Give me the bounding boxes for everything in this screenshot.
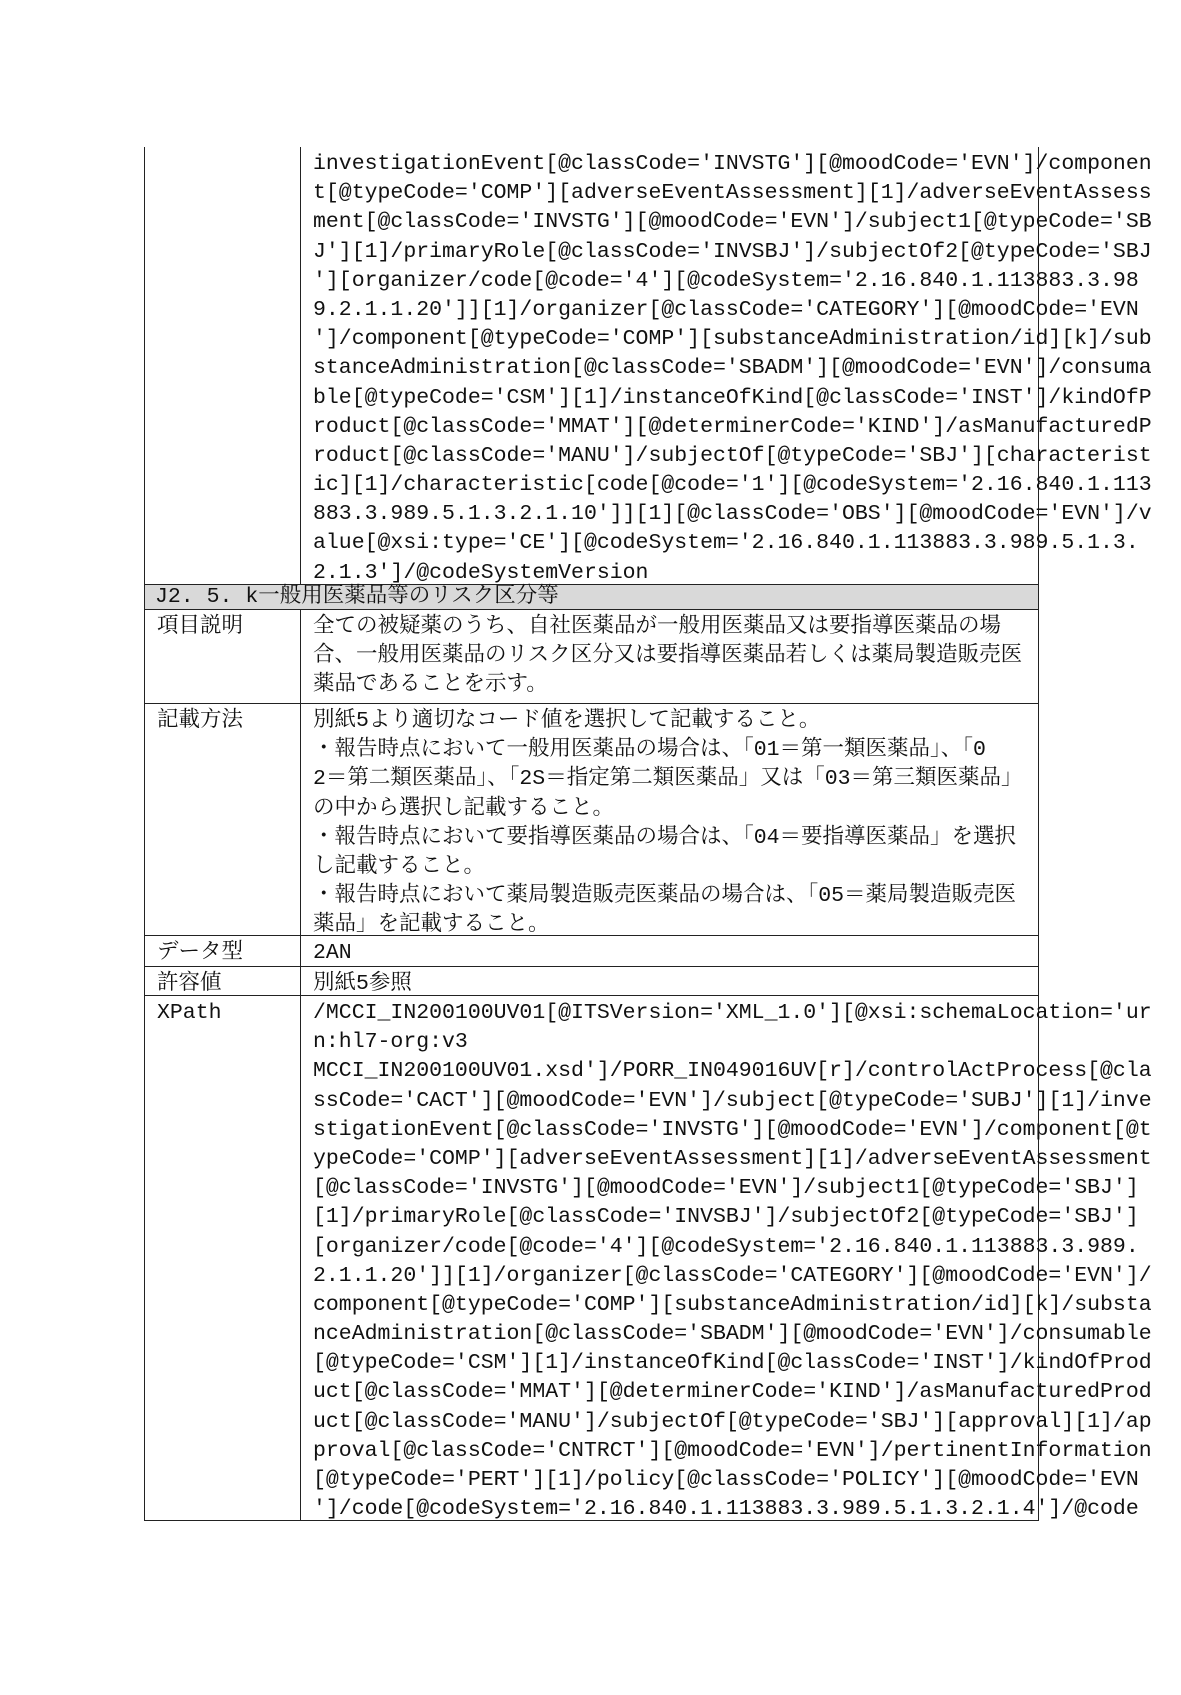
value-line: し記載すること。 [313, 854, 486, 879]
field-value-cell [301, 147, 1152, 585]
description-row [144, 610, 1039, 704]
field-label-cell [145, 610, 301, 703]
value-line: roduct[@classCode='MMAT'][@determinerCode='KIND']/asManufacturedP [313, 414, 1152, 439]
value-line: 薬品であることを示す。 [313, 673, 548, 698]
value-line: 883.3.989.5.1.3.2.1.10']][1][@classCode='OBS'][@moodCode='EVN']/v [313, 502, 1152, 527]
value-line: n:hl7-org:v3 [313, 1030, 468, 1055]
value-line: 2＝第二類医薬品」、「2S＝指定第二類医薬品」又は「03＝第三類医薬品」 [313, 767, 1023, 792]
field-label-cell [145, 967, 301, 995]
field-label: 許容値 [157, 972, 222, 996]
value-line: ・報告時点において要指導医薬品の場合は、「04＝要指導医薬品」を選択 [313, 825, 1017, 850]
value-line: ble[@typeCode='CSM'][1]/instanceOfKind[@classCode='INST']/kindOfP [313, 385, 1152, 410]
field-value-cell [301, 996, 1152, 1522]
field-label: 記載方法 [157, 709, 244, 733]
field-label: XPath [157, 1001, 222, 1025]
value-line: 合、一般用医薬品のリスク区分又は要指導医薬品若しくは薬局製造販売医 [313, 644, 1023, 669]
value-line: uct[@classCode='MMAT'][@determinerCode='KIND']/asManufacturedProd [313, 1380, 1152, 1405]
value-line: [1]/primaryRole[@classCode='INVSBJ']/subjectOf2[@typeCode='SBJ'] [313, 1205, 1139, 1230]
value-line: [@typeCode='CSM'][1]/instanceOfKind[@classCode='INST']/kindOfProd [313, 1351, 1152, 1376]
field-label [157, 150, 300, 179]
field-value-cell [301, 610, 1038, 703]
value-line: stanceAdministration[@classCode='SBADM'][@moodCode='EVN']/consuma [313, 356, 1152, 381]
value-line: 9.2.1.1.20']][1]/organizer[@classCode='CATEGORY'][@moodCode='EVN [313, 297, 1139, 322]
instructions-row [144, 704, 1039, 936]
allowed-values-row [144, 967, 1039, 996]
data-type-row [144, 936, 1039, 967]
value-line: [organizer/code[@code='4'][@codeSystem='2.16.840.1.113883.3.989. [313, 1234, 1139, 1259]
value-line: '][organizer/code[@code='4'][@codeSystem='2.16.840.1.113883.3.98 [313, 268, 1139, 293]
value-line: 2.1.1.20']][1]/organizer[@classCode='CATEGORY'][@moodCode='EVN']/ [313, 1263, 1152, 1288]
value-line: の中から選択し記載すること。 [313, 796, 615, 821]
value-line: 2AN [313, 941, 352, 965]
field-value-cell [301, 704, 1038, 938]
field-label-cell [145, 936, 301, 966]
xpath-continued-row [144, 147, 1152, 585]
value-line: ・報告時点において薬局製造販売医薬品の場合は、「05＝薬局製造販売医 [313, 884, 1017, 909]
field-label-cell [145, 996, 301, 1520]
value-line: J'][1]/primaryRole[@classCode='INVSBJ']/subjectOf2[@typeCode='SBJ [313, 239, 1152, 264]
value-line: 全ての被疑薬のうち、自社医薬品が一般用医薬品又は要指導医薬品の場 [313, 615, 1002, 639]
value-line: /MCCI_IN200100UV01[@ITSVersion='XML_1.0'][@xsi:schemaLocation='ur [313, 1001, 1152, 1025]
value-line: ic][1]/characteristic[code[@code='1'][@codeSystem='2.16.840.1.113 [313, 473, 1152, 498]
value-line: 2.1.3']/@codeSystemVersion [313, 560, 649, 585]
value-line: alue[@xsi:type='CE'][@codeSystem='2.16.840.1.113883.3.989.5.1.3. [313, 531, 1139, 556]
value-line: ・報告時点において一般用医薬品の場合は、「01＝第一類医薬品」、「0 [313, 738, 986, 763]
field-value-cell [301, 967, 1038, 995]
value-line: component[@typeCode='COMP'][substanceAdministration/id][k]/substa [313, 1292, 1152, 1317]
field-value-cell [301, 936, 1038, 966]
value-line: MCCI_IN200100UV01.xsd']/PORR_IN049016UV[r]/controlActProcess[@cla [313, 1059, 1152, 1084]
value-line: roduct[@classCode='MANU']/subjectOf[@typeCode='SBJ'][characterist [313, 443, 1152, 468]
section-heading: J2. 5. k一般用医薬品等のリスク区分等 [155, 585, 559, 609]
value-line: ']/component[@typeCode='COMP'][substanceAdministration/id][k]/sub [313, 327, 1152, 352]
value-line: 薬品」を記載すること。 [313, 913, 550, 938]
field-label-cell [145, 704, 301, 935]
value-line: ssCode='CACT'][@moodCode='EVN']/subject[@typeCode='SUBJ'][1]/inve [313, 1088, 1152, 1113]
value-line: nceAdministration[@classCode='SBADM'][@moodCode='EVN']/consumable [313, 1322, 1152, 1347]
value-line: 別紙5より適切なコード値を選択して記載すること。 [313, 709, 821, 733]
value-line: proval[@classCode='CNTRCT'][@moodCode='EVN']/pertinentInformation [313, 1438, 1152, 1463]
field-label: データ型 [157, 941, 244, 965]
section-heading-row [144, 585, 1039, 610]
value-line: ']/code[@codeSystem='2.16.840.1.113883.3.989.5.1.3.2.1.4']/@code [313, 1497, 1139, 1522]
value-line: stigationEvent[@classCode='INVSTG'][@moodCode='EVN']/component[@t [313, 1117, 1152, 1142]
field-label: 項目説明 [157, 615, 244, 639]
value-line: t[@typeCode='COMP'][adverseEventAssessment][1]/adverseEventAssess [313, 181, 1152, 206]
value-line: investigationEvent[@classCode='INVSTG'][@moodCode='EVN']/componen [313, 152, 1152, 176]
field-label-cell [145, 147, 301, 584]
spec-table [144, 147, 1152, 1522]
xpath-row [144, 996, 1152, 1522]
value-line: 別紙5参照 [313, 972, 412, 996]
value-line: ypeCode='COMP'][adverseEventAssessment][1]/adverseEventAssessment [313, 1146, 1152, 1171]
value-line: uct[@classCode='MANU']/subjectOf[@typeCode='SBJ'][approval][1]/ap [313, 1409, 1152, 1434]
value-line: [@typeCode='PERT'][1]/policy[@classCode='POLICY'][@moodCode='EVN [313, 1468, 1139, 1492]
value-line: [@classCode='INVSTG'][@moodCode='EVN']/subject1[@typeCode='SBJ'] [313, 1176, 1139, 1201]
value-line: ment[@classCode='INVSTG'][@moodCode='EVN']/subject1[@typeCode='SB [313, 210, 1152, 235]
